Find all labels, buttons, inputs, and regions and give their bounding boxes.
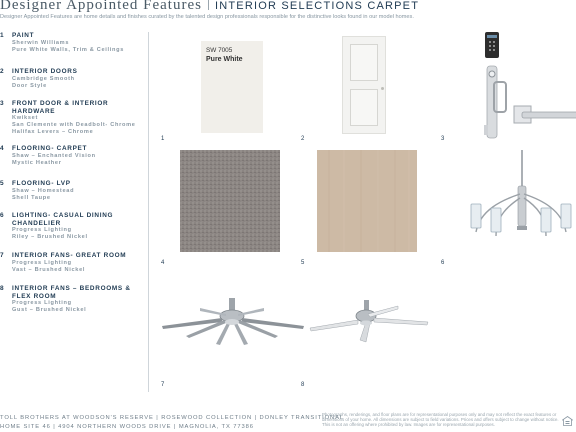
item-detail: Vast – Brushed Nickel bbox=[12, 266, 86, 273]
item-number: 7 bbox=[0, 252, 4, 259]
item-number: 6 bbox=[0, 212, 4, 219]
section-title: INTERIOR SELECTIONS CARPET bbox=[214, 0, 420, 12]
item-title-text: INTERIOR DOORS bbox=[12, 68, 78, 75]
fan-gust-image bbox=[308, 296, 430, 352]
item-title-text: LIGHTING- CASUAL DINING CHANDELIER bbox=[12, 212, 114, 227]
item-title bbox=[12, 212, 146, 241]
door-image bbox=[342, 36, 386, 134]
paint-swatch bbox=[201, 41, 263, 133]
swatch-name: Pure White bbox=[206, 56, 243, 63]
cell-number-4: 4 bbox=[161, 260, 165, 266]
cell-number-8: 8 bbox=[301, 382, 305, 388]
footer-community: TOLL BROTHERS AT WOODSON'S RESERVE | ROSEWOOD COLLECTION | DONLEY TRANSITIONAL bbox=[0, 415, 345, 421]
item-title-text: FLOORING- CARPET bbox=[12, 145, 88, 152]
item-detail: Door Style bbox=[12, 82, 47, 89]
page-subtitle: Designer Appointed Features are home details and finishes curated by the talented design professionals responsible for the distinctive looks found in our model homes. bbox=[0, 14, 414, 20]
item-detail: Gust – Brushed Nickel bbox=[12, 307, 87, 313]
page-title: Designer Appointed Features bbox=[0, 0, 202, 13]
item-title bbox=[12, 32, 146, 54]
lever-icon bbox=[522, 112, 576, 118]
footer-homesite: HOME SITE 46 | 4904 NORTHERN WOODS DRIVE | MAGNOLIA, TX 77386 bbox=[0, 424, 254, 430]
item-detail: Shell Taupe bbox=[12, 194, 51, 201]
item-title bbox=[12, 180, 146, 202]
cell-number-5: 5 bbox=[301, 260, 305, 266]
equal-housing-icon bbox=[562, 416, 573, 426]
glass-shade-icon bbox=[471, 204, 481, 228]
item-number: 3 bbox=[0, 100, 4, 107]
item-title bbox=[12, 285, 146, 314]
cell-number-1: 1 bbox=[161, 136, 165, 142]
cell-number-2: 2 bbox=[301, 136, 305, 142]
item-title bbox=[12, 145, 146, 167]
item-title-text: FRONT DOOR & INTERIOR HARDWARE bbox=[12, 100, 109, 115]
title-divider bbox=[208, 0, 209, 10]
item-number: 1 bbox=[0, 32, 4, 39]
column-divider bbox=[148, 32, 149, 392]
item-title-text: PAINT bbox=[12, 32, 35, 39]
carpet-sample bbox=[180, 150, 280, 252]
item-detail: Progress Lighting bbox=[12, 259, 72, 266]
door-panel-upper bbox=[350, 44, 378, 81]
item-detail: Shaw – Homestead bbox=[12, 187, 75, 194]
footer-address bbox=[0, 414, 345, 432]
hardware-image bbox=[468, 30, 576, 150]
glass-shade-icon bbox=[491, 208, 501, 232]
item-title bbox=[12, 252, 146, 274]
swatch-code: SW 7005 bbox=[206, 47, 233, 54]
item-detail: Progress Lighting bbox=[12, 227, 72, 233]
item-detail: Shaw – Enchanted Vision bbox=[12, 152, 96, 159]
door-panel-lower bbox=[350, 89, 378, 126]
cell-number-3: 3 bbox=[441, 136, 445, 142]
title-row bbox=[0, 0, 419, 14]
glass-shade-icon bbox=[541, 208, 551, 232]
item-detail: Halifax Levers – Chrome bbox=[12, 129, 94, 135]
glass-shade-icon bbox=[561, 204, 571, 228]
item-detail: Progress Lighting bbox=[12, 300, 72, 306]
item-title-text: INTERIOR FANS – BEDROOMS & FLEX ROOM bbox=[12, 285, 131, 300]
item-title-text: FLOORING- LVP bbox=[12, 180, 71, 187]
item-number: 4 bbox=[0, 145, 4, 152]
page-header bbox=[0, 0, 576, 28]
item-detail: Mystic Heather bbox=[12, 159, 62, 166]
item-title bbox=[12, 100, 146, 136]
door-knob-icon bbox=[381, 87, 384, 90]
lvp-sample bbox=[317, 150, 417, 252]
item-detail: Pure White Walls, Trim & Ceilings bbox=[12, 46, 125, 53]
item-number: 5 bbox=[0, 180, 4, 187]
fan-vast-image bbox=[160, 296, 306, 352]
item-title-text: INTERIOR FANS- GREAT ROOM bbox=[12, 252, 127, 259]
item-detail: Cambridge Smooth bbox=[12, 75, 75, 82]
item-detail: Riley – Brushed Nickel bbox=[12, 234, 88, 240]
item-title bbox=[12, 68, 146, 90]
item-detail: Kwikset bbox=[12, 115, 39, 121]
item-detail: Sherwin Williams bbox=[12, 39, 70, 46]
item-number: 2 bbox=[0, 68, 4, 75]
chandelier-image bbox=[462, 150, 576, 254]
cell-number-6: 6 bbox=[441, 260, 445, 266]
item-number: 8 bbox=[0, 285, 4, 292]
cell-number-7: 7 bbox=[161, 382, 165, 388]
footer-disclaimer: Photographs, renderings, and floor plans are for representational purposes only and may not reflect the exact features or dimensions of your home. All dimensions are subject to field variations. Prices and offers subject to change without notice. This is not an offering where prohibited by law. Images are for representational purposes. bbox=[322, 412, 559, 428]
item-detail: San Clemente with Deadbolt- Chrome bbox=[12, 122, 136, 128]
